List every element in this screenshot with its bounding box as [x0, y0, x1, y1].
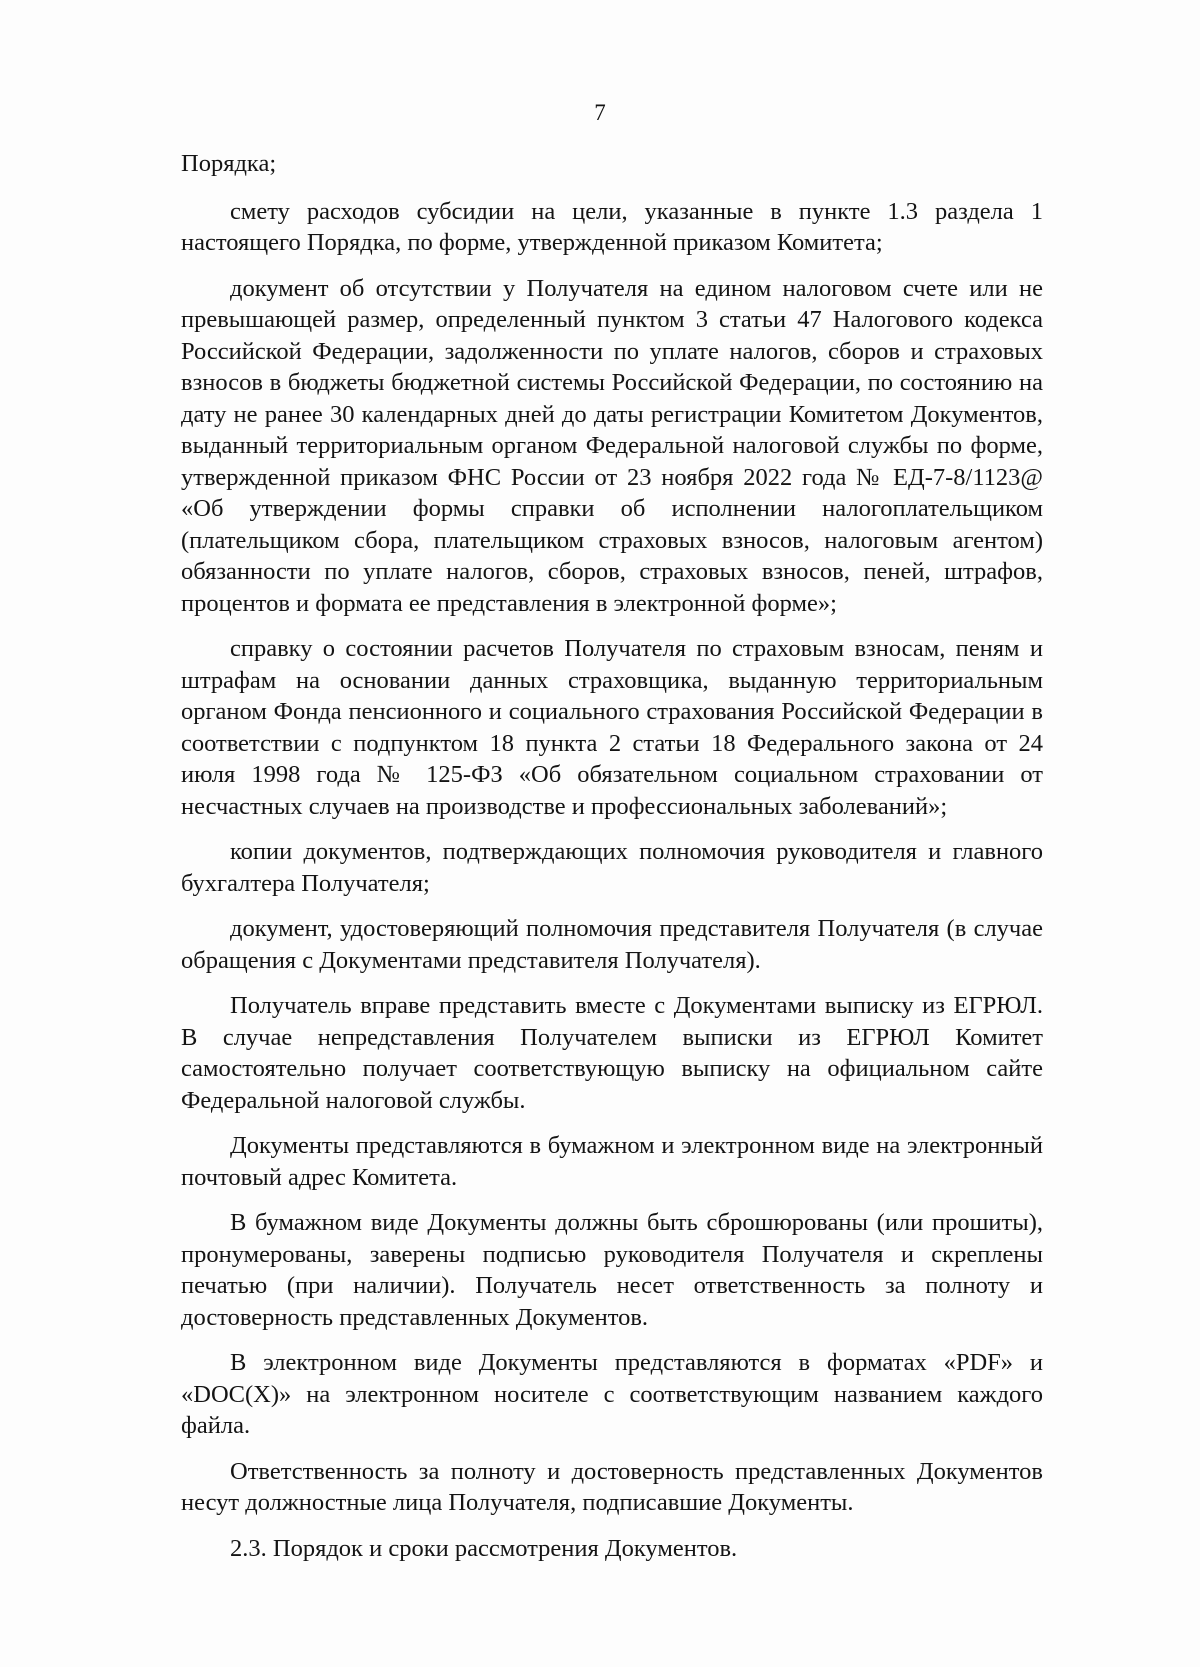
paragraph-authority-copies: копии документов, подтверждающих полномочия руководителя и главного бухгалтера Получателя;: [181, 838, 1043, 897]
paragraph-submission-format: Документы представляются в бумажном и электронном виде на электронный почтовый адрес Комитета.: [181, 1132, 1043, 1191]
paragraph-tax-debt-certificate: документ об отсутствии у Получателя на едином налоговом счете или не превышающей размер, определенный пунктом 3 статьи 47 Налогового кодекса Российской Федерации, задолженности по уплате налогов, сборов и страховых взносов в бюджеты бюджетной системы Российской Федерации, по состоянию на дату не ранее 30 календарных дней до даты регистрации Комитетом Документов, выданный территориальным органом Федеральной налоговой службы по форме, утвержденной приказом ФНС России от 23 ноября 2022 года № ЕД-7-8/1123@ «Об утверждении формы справки об исполнении налогоплательщиком (плательщиком сбора, плательщиком страховых взносов, налоговым агентом) обязанности по уплате налогов, сборов, страховых взносов, пеней, штрафов, процентов и формата ее представления в электронной форме»;: [181, 274, 1043, 617]
paragraph-paper-form: В бумажном виде Документы должны быть сброшюрованы (или прошиты), пронумерованы, заверены подписью руководителя Получателя и скреплены печатью (при наличии). Получатель несет ответственность за полноту и достоверность представленных Документов.: [181, 1209, 1043, 1331]
section-heading-2-3: 2.3. Порядок и сроки рассмотрения Документов.: [230, 1534, 738, 1562]
paragraph-responsibility: Ответственность за полноту и достоверность представленных Документов несут должностные лица Получателя, подписавшие Документы.: [181, 1457, 1043, 1516]
paragraph-representative-document: документ, удостоверяющий полномочия представителя Получателя (в случае обращения с Документами представителя Получателя).: [181, 915, 1043, 974]
page-number: 7: [594, 100, 606, 125]
paragraph-electronic-form: В электронном виде Документы представляются в форматах «PDF» и «DOC(X)» на электронном носителе с соответствующим названием каждого файла.: [181, 1349, 1043, 1439]
paragraph-continuation: Порядка;: [181, 150, 277, 177]
paragraph-cost-estimate: смету расходов субсидии на цели, указанные в пункте 1.3 раздела 1 настоящего Порядка, по форме, утвержденной приказом Комитета;: [181, 197, 1043, 256]
paragraph-egrul-extract: Получатель вправе представить вместе с Документами выписку из ЕГРЮЛ. В случае непредставления Получателем выписки из ЕГРЮЛ Комитет самостоятельно получает соответствующую выписку на официальном сайте Федеральной налоговой службы.: [181, 992, 1043, 1114]
document-body: [181, 148, 1043, 1578]
paragraph-insurance-settlements: справку о состоянии расчетов Получателя по страховым взносам, пеням и штрафам на основании данных страховщика, выданную территориальным органом Фонда пенсионного и социального страхования Российской Федерации в соответствии с подпунктом 18 пункта 2 статьи 18 Федерального закона от 24 июля 1998 года № 125-ФЗ «Об обязательном социальном страховании от несчастных случаев на производстве и профессиональных заболеваний»;: [181, 635, 1043, 820]
